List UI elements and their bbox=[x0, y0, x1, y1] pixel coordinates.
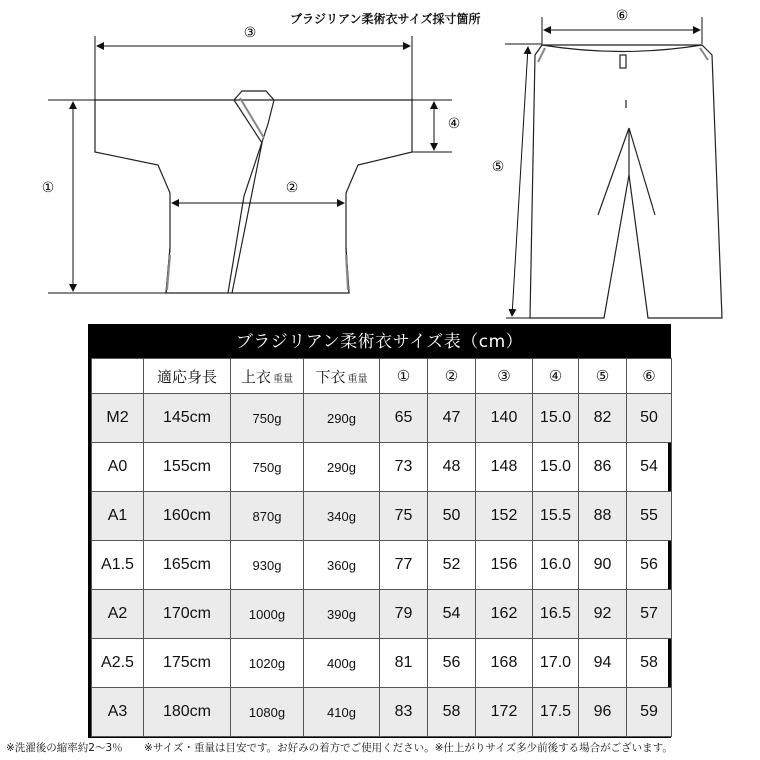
table-cell: 16.0 bbox=[533, 541, 579, 590]
marker-4: ④ bbox=[447, 116, 461, 132]
table-cell: 83 bbox=[380, 688, 428, 737]
table-cell: 86 bbox=[579, 443, 627, 492]
table-cell: 155cm bbox=[144, 443, 231, 492]
marker-3: ③ bbox=[243, 25, 257, 41]
marker-2: ② bbox=[285, 180, 299, 196]
table-cell: 140 bbox=[476, 394, 533, 443]
table-cell: 870g bbox=[231, 492, 304, 541]
table-cell: 56 bbox=[428, 639, 476, 688]
table-row bbox=[92, 688, 672, 737]
table-cell: 47 bbox=[428, 394, 476, 443]
table-cell: 88 bbox=[579, 492, 627, 541]
table-cell: 52 bbox=[428, 541, 476, 590]
header-label: 下衣 bbox=[315, 367, 346, 386]
table-cell: 15.0 bbox=[533, 394, 579, 443]
table-cell: 15.0 bbox=[533, 443, 579, 492]
table-row bbox=[92, 492, 672, 541]
table-header-row bbox=[92, 359, 672, 394]
table-cell: 65 bbox=[380, 394, 428, 443]
table-cell: 1080g bbox=[231, 688, 304, 737]
table-cell: 390g bbox=[304, 590, 380, 639]
table-cell: 290g bbox=[304, 443, 380, 492]
header-sublabel: 重量 bbox=[347, 373, 368, 385]
marker-1: ① bbox=[41, 180, 55, 196]
table-cell: 92 bbox=[579, 590, 627, 639]
table-cell: 54 bbox=[627, 443, 672, 492]
measurement-diagram bbox=[0, 0, 760, 322]
table-cell: 145cm bbox=[144, 394, 231, 443]
table-cell: 750g bbox=[231, 394, 304, 443]
header-sublabel: 重量 bbox=[273, 373, 293, 385]
table-cell: 172 bbox=[476, 688, 533, 737]
table-cell: 15.5 bbox=[533, 492, 579, 541]
table-cell: A2 bbox=[92, 590, 144, 639]
table-cell: 48 bbox=[428, 443, 476, 492]
header-cell bbox=[627, 359, 672, 394]
table-row bbox=[92, 443, 672, 492]
header-label: 上衣 bbox=[240, 367, 271, 386]
table-row bbox=[92, 590, 672, 639]
dimension-markers bbox=[38, 6, 632, 196]
header-cell bbox=[231, 359, 304, 394]
table-cell: 17.5 bbox=[533, 688, 579, 737]
marker-5: ⑤ bbox=[491, 159, 505, 175]
header-label: 適応身長 bbox=[156, 367, 217, 386]
table-cell: A1 bbox=[92, 492, 144, 541]
table-cell: 180cm bbox=[144, 688, 231, 737]
table-cell: 290g bbox=[304, 394, 380, 443]
header-cell bbox=[428, 359, 476, 394]
diagram-title: ブラジリアン柔術衣サイズ採寸箇所 bbox=[290, 12, 481, 26]
table-cell: 50 bbox=[627, 394, 672, 443]
jacket-slit-accents bbox=[167, 98, 348, 290]
table-cell: 79 bbox=[380, 590, 428, 639]
table-cell: A0 bbox=[92, 443, 144, 492]
table-cell: 54 bbox=[428, 590, 476, 639]
header-cell bbox=[380, 359, 428, 394]
header-cell bbox=[533, 359, 579, 394]
table-row bbox=[92, 639, 672, 688]
table-body bbox=[92, 394, 672, 737]
table-cell: 168 bbox=[476, 639, 533, 688]
table-cell: A3 bbox=[92, 688, 144, 737]
table-cell: 56 bbox=[627, 541, 672, 590]
pants-outline bbox=[530, 45, 722, 318]
table-cell: 58 bbox=[428, 688, 476, 737]
size-table bbox=[88, 324, 671, 738]
table-cell: 175cm bbox=[144, 639, 231, 688]
table-cell: 81 bbox=[380, 639, 428, 688]
jacket-dimension-lines bbox=[48, 36, 452, 293]
table-cell: 156 bbox=[476, 541, 533, 590]
header-cell bbox=[304, 359, 380, 394]
header-label: ① bbox=[396, 367, 411, 385]
footnote-size-note: ※サイズ・重量は目安です。お好みの着方でご使用ください。※仕上がりサイズ多少前後する場合がございます。 bbox=[144, 742, 673, 754]
table-cell: A2.5 bbox=[92, 639, 144, 688]
table-cell: 360g bbox=[304, 541, 380, 590]
table-cell: 17.0 bbox=[533, 639, 579, 688]
header-label: ③ bbox=[497, 367, 511, 385]
table-cell: 16.5 bbox=[533, 590, 579, 639]
footnotes bbox=[6, 740, 756, 755]
table-title: ブラジリアン柔術衣サイズ表（cm） bbox=[91, 327, 668, 358]
header-label: ④ bbox=[548, 367, 563, 385]
table-cell: 82 bbox=[579, 394, 627, 443]
table-cell: 73 bbox=[380, 443, 428, 492]
header-cell bbox=[579, 359, 627, 394]
table-cell: 90 bbox=[579, 541, 627, 590]
header-cell bbox=[144, 359, 231, 394]
table-cell: 50 bbox=[428, 492, 476, 541]
table-cell: 1000g bbox=[231, 590, 304, 639]
table-cell: 58 bbox=[627, 639, 672, 688]
table-row bbox=[92, 394, 672, 443]
table-cell: 400g bbox=[304, 639, 380, 688]
header-label: ⑤ bbox=[595, 367, 610, 385]
table-cell: M2 bbox=[92, 394, 144, 443]
header-label: ⑥ bbox=[642, 367, 656, 385]
footnote-shrinkage: ※洗濯後の縮率約2〜3％ bbox=[6, 742, 123, 754]
table-cell: 94 bbox=[579, 639, 627, 688]
header-cell bbox=[92, 359, 144, 394]
table-cell: 75 bbox=[380, 492, 428, 541]
table-cell: 750g bbox=[231, 443, 304, 492]
table-cell: 59 bbox=[627, 688, 672, 737]
table-cell: 340g bbox=[304, 492, 380, 541]
table-cell: 57 bbox=[627, 590, 672, 639]
table-cell: 148 bbox=[476, 443, 533, 492]
table-row bbox=[92, 541, 672, 590]
marker-6: ⑥ bbox=[615, 8, 629, 24]
table-cell: 170cm bbox=[144, 590, 231, 639]
table-cell: 410g bbox=[304, 688, 380, 737]
table-cell: 152 bbox=[476, 492, 533, 541]
table-cell: 77 bbox=[380, 541, 428, 590]
table-cell: 162 bbox=[476, 590, 533, 639]
header-label: ② bbox=[444, 367, 459, 385]
table-cell: 165cm bbox=[144, 541, 231, 590]
table-cell: 930g bbox=[231, 541, 304, 590]
table-cell: 96 bbox=[579, 688, 627, 737]
table-cell: 55 bbox=[627, 492, 672, 541]
table-cell: 1020g bbox=[231, 639, 304, 688]
table-cell: A1.5 bbox=[92, 541, 144, 590]
size-table-grid bbox=[91, 358, 672, 737]
table-cell: 160cm bbox=[144, 492, 231, 541]
header-cell bbox=[476, 359, 533, 394]
